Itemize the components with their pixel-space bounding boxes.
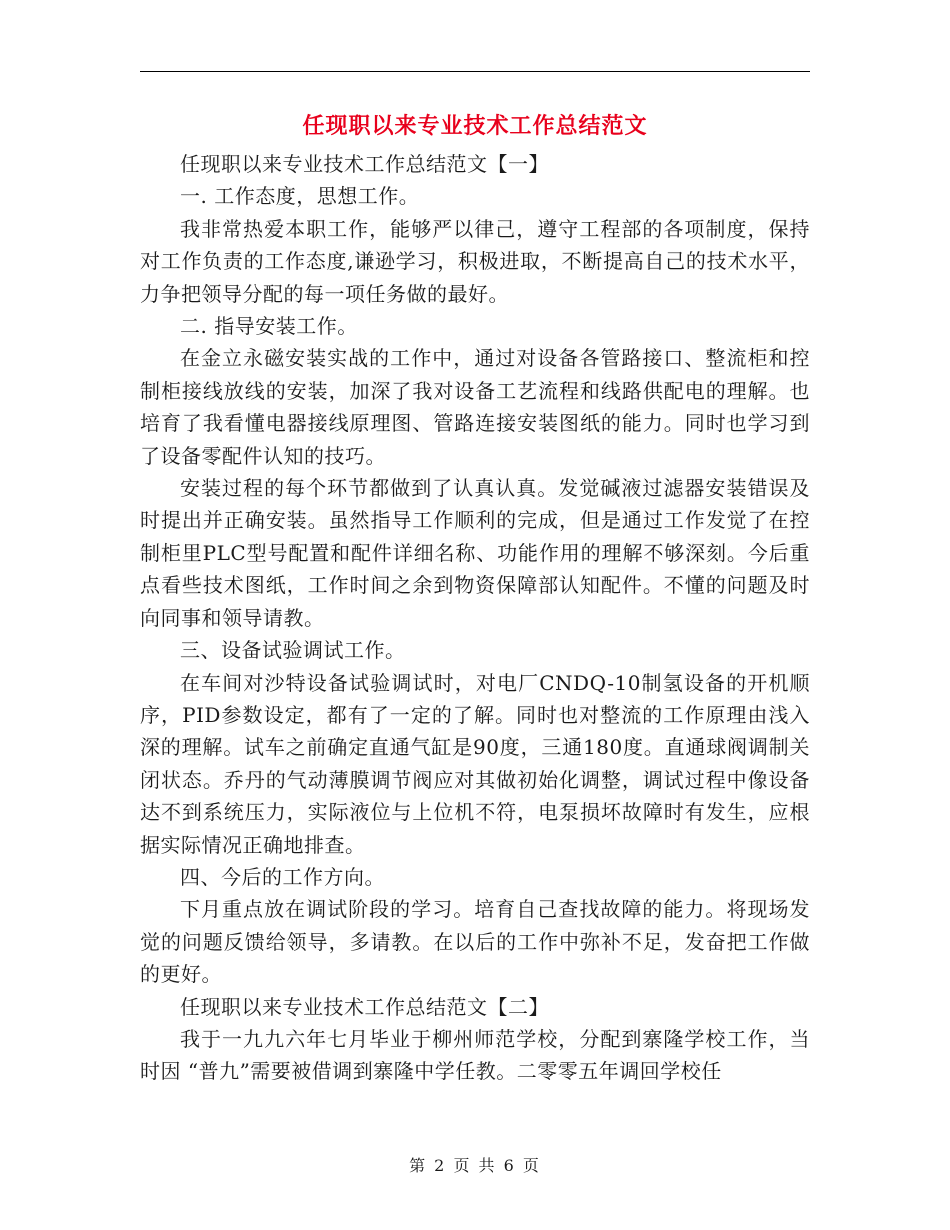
paragraph-future-direction: 下月重点放在调试阶段的学习。培育自己查找故障的能力。将现场发觉的问题反馈给领导，多请教。在以后的工作中弥补不足，发奋把工作做的更好。 [140,897,810,987]
subheading-testing: 三、设备试验调试工作。 [180,638,406,663]
section-heading-1: 任现职以来专业技术工作总结范文【一】 [180,152,549,176]
header-rule [140,71,810,72]
paragraph-career-history: 我于一九九六年七月毕业于柳州师范学校，分配到寨隆学校工作，当时因 “普九”需要被借调到寨隆中学任教。二零零五年调回学校任 [140,1026,810,1084]
subheading-work-attitude: 一. 工作态度，思想工作。 [180,184,420,209]
paragraph-installation: 在金立永磁安装实战的工作中，通过对设备各管路接口、整流柜和控制柜接线放线的安装，加深了我对设备工艺流程和线路供配电的理解。也培育了我看懂电器接线原理图、管路连接安装图纸的能力。同时也学习到了设备零配件认知的技巧。 [140,346,810,468]
subheading-future-direction: 四、今后的工作方向。 [180,864,385,889]
paragraph-work-attitude: 我非常热爱本职工作，能够严以律己，遵守工程部的各项制度，保持对工作负责的工作态度,谦逊学习，积极进取，不断提高自己的技术水平，力争把领导分配的每一项任务做的最好。 [140,216,810,306]
document-title: 任现职以来专业技术工作总结范文 [302,113,648,139]
subheading-installation: 二. 指导安装工作。 [180,314,358,339]
document-body [140,148,810,1088]
section-heading-2: 任现职以来专业技术工作总结范文【二】 [180,994,549,1019]
paragraph-testing: 在车间对沙特设备试验调试时，对电厂CNDQ-10制氢设备的开机顺序，PID参数设定，都有了一定的了解。同时也对整流的工作原理由浅入深的理解。试车之前确定直通气缸是90度，三通180度。直通球阀调制关闭状态。乔丹的气动薄膜调节阀应对其做初始化调整，调试过程中像设备达不到系统压力，实际液位与上位机不符，电泵损坏故障时有发生，应根据实际情况正确地排查。 [140,670,810,857]
page-number: 第 2 页 共 6 页 [409,1156,541,1175]
paragraph-installation-review: 安装过程的每个环节都做到了认真认真。发觉碱液过滤器安装错误及时提出并正确安装。虽然指导工作顺利的完成，但是通过工作发觉了在控制柜里PLC型号配置和配件详细名称、功能作用的理解不够深刻。今后重点看些技术图纸，工作时间之余到物资保障部认知配件。不懂的问题及时向同事和领导请教。 [140,476,810,630]
